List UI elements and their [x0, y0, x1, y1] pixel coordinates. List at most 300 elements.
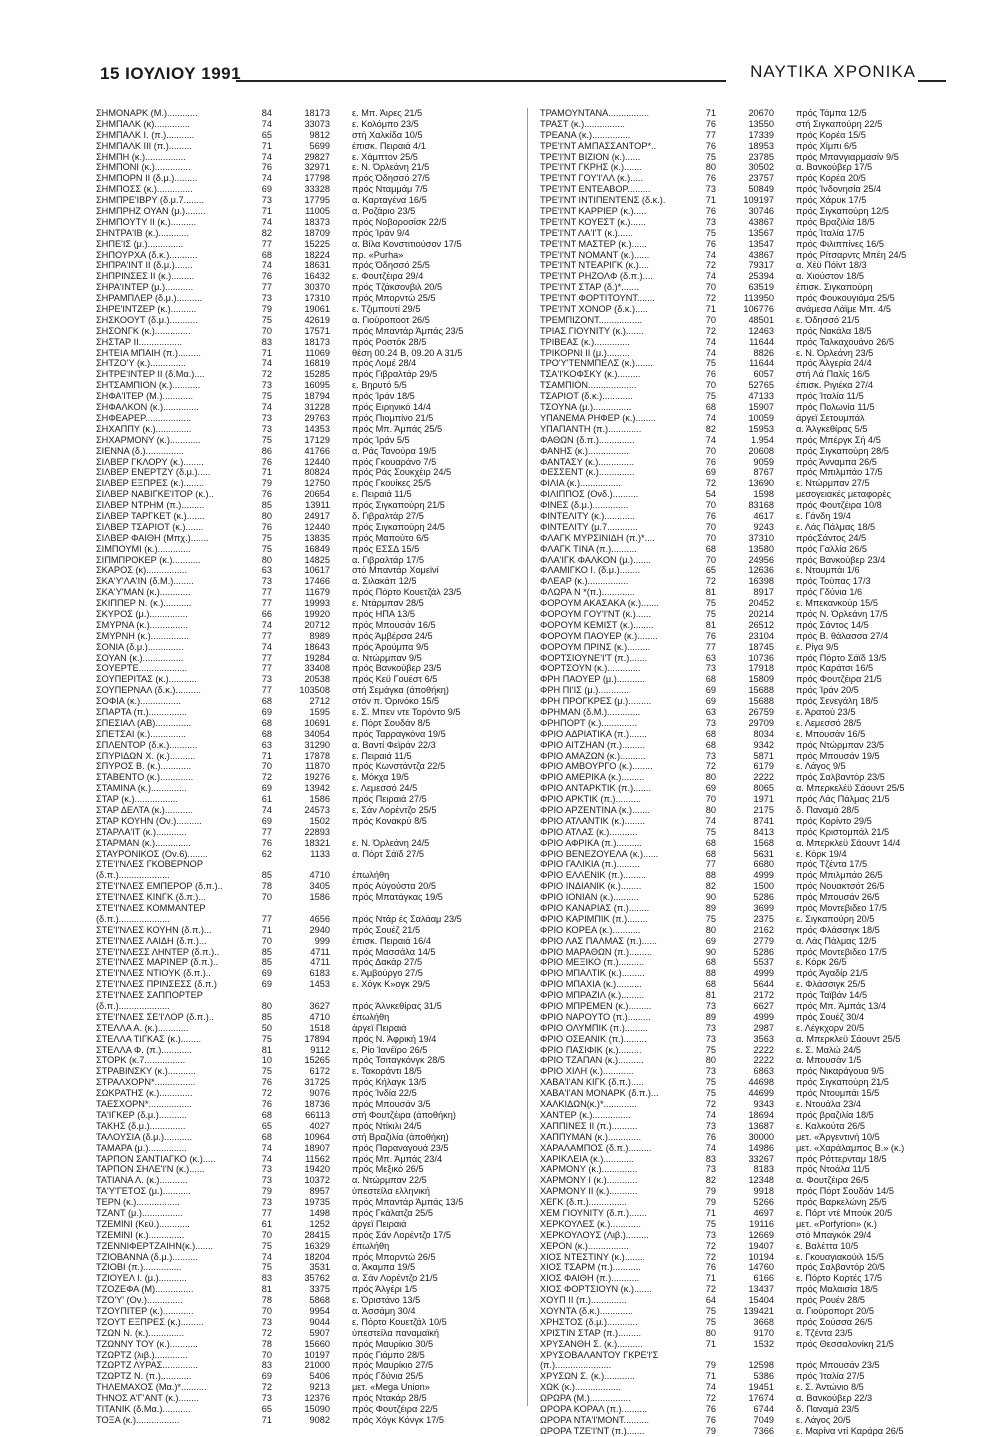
ship-row: [540, 446, 966, 457]
ship-status: πρός Ίράν 5/5: [352, 434, 410, 445]
build-year: [248, 990, 272, 1001]
build-year: 72: [261, 1327, 272, 1338]
ship-row: [96, 435, 522, 446]
ship-name: ΧΑΛΚΙΔΩΝ(κ.)*.............: [540, 1099, 637, 1110]
ship-name: ΤΑ'Υ'ΓΕΤΟΣ (μ.)...........: [96, 1186, 191, 1197]
build-year: 71: [261, 467, 272, 478]
tonnage: 109197: [743, 195, 774, 206]
ship-row: [540, 859, 966, 870]
ship-row: [96, 337, 522, 348]
ship-status: ε. Πόρτ ντέ Μπούκ 20/5: [796, 1207, 893, 1218]
ship-name: ΤΑΤΙΑΝΑ Λ. (κ.)...........: [96, 1175, 188, 1186]
ship-status: πρός Ροστόκ 28/5: [352, 336, 427, 347]
ship-row: [540, 1382, 966, 1393]
tonnage: 9044: [309, 1316, 330, 1327]
tonnage: 18173: [304, 336, 330, 347]
ship-name: ΤΡΕ'Ι'ΝΤ ΡΗΖΟΛΦ (δ.π.)....: [540, 271, 653, 282]
ship-status: ε. Ρίο Ίανέϊρο 26/5: [352, 1044, 428, 1055]
ship-name: ΣΗΜΠΗ (κ.)................: [96, 151, 186, 162]
tonnage: 999: [314, 935, 330, 946]
build-year: 72: [261, 1382, 272, 1393]
ship-row: [540, 587, 966, 598]
ship-status: πρός Μπαντάρ Άμπάς 23/5: [352, 325, 464, 336]
ship-status: πρός Πόρτ Σουδάν 14/5: [796, 1186, 894, 1197]
ship-name: ΦΑΝΤΑΣΥ (κ.)..............: [540, 456, 635, 467]
tonnage: 12750: [304, 478, 330, 489]
build-year: 88: [705, 870, 716, 881]
ship-status: στή Σεμάγκα (άποθήκη): [352, 685, 449, 696]
tonnage: 28415: [304, 1229, 330, 1240]
ship-row: [540, 598, 966, 609]
ship-status: ε. Πόρτο Κορτές 17/5: [796, 1273, 883, 1284]
ship-row: [96, 1371, 522, 1382]
tonnage: 66113: [305, 1109, 330, 1120]
build-year: 61: [261, 1218, 272, 1229]
ship-row: [540, 718, 966, 729]
ship-name: ΧΑΡΜΟΝΥ Ι (κ.)............: [540, 1175, 638, 1186]
ship-row: [96, 1339, 522, 1350]
ship-row: [540, 217, 966, 228]
tonnage: 9343: [753, 1099, 774, 1110]
ship-list-left-column: [96, 108, 522, 1426]
build-year: 77: [705, 129, 716, 140]
build-year: 70: [261, 1229, 272, 1240]
ship-name: ΣΤΕ'Ι'ΝΛΕΣ ΚΟΜΜΑΝΤΕΡ: [96, 903, 206, 914]
ship-row: [96, 707, 522, 718]
tonnage: 9170: [753, 1327, 774, 1338]
ship-row: [96, 1034, 522, 1045]
build-year: 79: [705, 1197, 716, 1208]
build-year: 69: [261, 783, 272, 794]
ship-status: πρός Γκουίκες 25/5: [352, 478, 431, 489]
build-year: 84: [261, 108, 272, 118]
ship-name: ΦΡΙΟ ΛΑΣ ΠΑΛΜΑΣ (π.)......: [540, 935, 657, 946]
tonnage: 1.954: [751, 434, 774, 445]
ship-status: ε. Γάνδη 19/4: [796, 510, 851, 521]
ship-status: πρός Β. θάλασσα 27/4: [796, 630, 889, 641]
build-year: 68: [705, 837, 716, 848]
ship-name: ΣΠΕΤΣΑΙ (κ.)..............: [96, 728, 186, 739]
ship-row: [540, 119, 966, 130]
ship-name: ΣΤΕ'Ι'ΝΛΕΣ ΜΑΡΙΝΕΡ (δ.π.)..: [96, 957, 219, 968]
tonnage: 12348: [748, 1175, 774, 1186]
ship-name: ΣΗΝΤΡΑ'ΙΒ (κ.)............: [96, 227, 190, 238]
ship-status: πρός Φουτζέιρα 22/5: [352, 1403, 438, 1414]
build-year: 83: [261, 336, 272, 347]
ship-status: πρός Κωνστάντζα 22/5: [352, 761, 446, 772]
tonnage: 21000: [304, 1360, 330, 1371]
ship-status: ε. Λεμεσσό 28/5: [796, 717, 862, 728]
ship-name: ΣΗΡΕ'ΙΝΤΖΕΡ (κ.)..........: [96, 304, 197, 315]
build-year: 70: [261, 325, 272, 336]
ship-name: ΣΟΝΙΑ (δ.μ.)..............: [96, 641, 184, 652]
build-year: 77: [705, 859, 716, 870]
ship-name: ΣΜΥΡΝΗ (κ.)...............: [96, 630, 189, 641]
tonnage: 5907: [309, 1327, 330, 1338]
ship-status: πρός Μπ. Άμπάς 13/4: [796, 1001, 887, 1012]
build-year: 71: [261, 140, 272, 151]
ship-status: πρός Άνναμπα 26/5: [796, 456, 877, 467]
tonnage: 16095: [304, 380, 330, 391]
ship-status: δ. Γιβραλτάρ 27/5: [352, 510, 424, 521]
ship-row: [540, 1132, 966, 1143]
tonnage: 18953: [748, 140, 774, 151]
ship-row: [96, 827, 522, 838]
ship-name: ΣΗΤΡΕ'ΙΝΤΕΡ ΙΙ (δ.Μα.)....: [96, 369, 205, 380]
ship-status: ε. Βηρυτό 5/5: [352, 380, 407, 391]
ship-row: [540, 391, 966, 402]
ship-status: α. Μπουσάν 1/5: [796, 1055, 862, 1066]
ship-row: [96, 957, 522, 968]
ship-name: ΣΙΛΒΕΡ ΤΑΡΓΚΕΤ (κ.).......: [96, 510, 205, 521]
build-year: 74: [705, 815, 716, 826]
tonnage: 43867: [748, 216, 774, 227]
ship-row: [540, 576, 966, 587]
ship-status: ε. Όδησσό 21/5: [796, 314, 860, 325]
build-year: 66: [261, 608, 272, 619]
build-year: 73: [705, 1164, 716, 1175]
ship-row: [96, 130, 522, 141]
ship-status: [774, 1350, 966, 1361]
ship-status: πρός Μπορντώ 25/5: [352, 293, 436, 304]
ship-name: ΣΙΜΠΟΥΜΙ (κ.).............: [96, 543, 191, 554]
ship-row: [540, 184, 966, 195]
ship-name: ΤΗΝΟΣ Α'Γ'ΑΝΤ (κ.)........: [96, 1393, 199, 1404]
build-year: 79: [261, 1186, 272, 1197]
ship-name: ΣΗΣΚΟΟΥΤ (δ.μ.)...........: [96, 314, 198, 325]
ship-name: ΦΙΛΙΑ (κ.)................: [540, 478, 621, 489]
build-year: 70: [261, 892, 272, 903]
build-year: 76: [261, 162, 272, 173]
tonnage: 23785: [748, 151, 774, 162]
tonnage: 37310: [748, 532, 774, 543]
ship-name: ΦΡΙΟ ΤΖΑΠΑΝ (κ.)..........: [540, 1055, 644, 1066]
ship-name: ΧΕΡΟΝ (κ.)................: [540, 1240, 629, 1251]
ship-status: ε. Τακοράντι 18/5: [352, 1066, 422, 1077]
ship-status: στό Μπαντάρ Χομεϊνί: [352, 565, 439, 576]
ship-status: πρός Πειραιά 27/5: [352, 794, 427, 805]
build-year: 83: [261, 1273, 272, 1284]
build-year: 79: [705, 1425, 716, 1436]
ship-name: (π.)......................: [540, 1360, 612, 1371]
build-year: 77: [705, 641, 716, 652]
build-year: 64: [705, 1295, 716, 1306]
ship-status: πρός Σάντος 14/5: [796, 619, 869, 630]
build-year: 79: [261, 478, 272, 489]
ship-name: ΣΠΥΡΟΣ Β. (κ.)............: [96, 761, 192, 772]
ship-row: [540, 870, 966, 881]
ship-name: ΦΑΘΩΝ (δ.π.)..............: [540, 434, 635, 445]
ship-status: πρός Άμβέρσα 24/5: [352, 630, 433, 641]
ship-status: μετ. «Porfyrion» (κ.): [796, 1218, 877, 1229]
ship-status: μετ. «Χαράλαμπος Β.» (κ.): [796, 1142, 905, 1153]
tonnage: 2779: [753, 935, 774, 946]
tonnage: 29763: [304, 412, 330, 423]
ship-name: ΣΗΜΠΟΥΤΥ ΙΙ (κ.)..........: [96, 216, 197, 227]
ship-status: πρός Μπατάγκας 19/5: [352, 892, 443, 903]
ship-name: ΦΡΙΟ ΠΑΣΙΦΙΚ (κ.).........: [540, 1044, 642, 1055]
tonnage: 20452: [748, 598, 774, 609]
ship-status: α. Καρταγένα 16/5: [352, 195, 427, 206]
ship-row: [96, 587, 522, 598]
ship-row: [96, 696, 522, 707]
ship-name: ΤΡΕ'Ι'ΝΤ ΕΝΤΕΑΒΟΡ.........: [540, 184, 651, 195]
build-year: 76: [705, 206, 716, 217]
ship-row: [96, 576, 522, 587]
ship-row: [96, 751, 522, 762]
ship-status: πρός Γδύνια 25/5: [352, 1371, 424, 1382]
ship-row: [96, 1197, 522, 1208]
ship-row: [96, 729, 522, 740]
tonnage: 15090: [304, 1403, 330, 1414]
ship-row: [540, 881, 966, 892]
ship-name: ΧΑΡΜΟΝΥ ΙΙ (κ.)...........: [540, 1186, 638, 1197]
build-year: 74: [705, 347, 716, 358]
ship-row: [96, 838, 522, 849]
ship-status: πρός Μοντεβιδεο 17/5: [796, 903, 887, 914]
ship-row: [96, 228, 522, 239]
tonnage: [272, 859, 330, 870]
ship-name: ΤΡΙΒΕΑΣ (κ.)..............: [540, 336, 630, 347]
ship-status: πρός Ντοάλα 11/5: [796, 1164, 870, 1175]
build-year: 71: [705, 108, 716, 118]
tonnage: 17894: [304, 1033, 330, 1044]
build-year: 77: [261, 630, 272, 641]
build-year: 70: [705, 521, 716, 532]
ship-name: ΣΠΑΡΤΑ (π.)...............: [96, 706, 187, 717]
build-year: 88: [705, 968, 716, 979]
ship-row: [540, 707, 966, 718]
tonnage: 20214: [748, 608, 774, 619]
ship-status: α. Άλγκεθίρας 5/5: [796, 423, 868, 434]
ship-name: ΧΟΥΝΤΑ (δ.κ.).............: [540, 1305, 633, 1316]
build-year: 73: [261, 1393, 272, 1404]
ship-row: [96, 250, 522, 261]
ship-status: μετ. «Mega Union»: [352, 1382, 430, 1393]
tonnage: 2712: [309, 696, 330, 707]
build-year: 74: [705, 412, 716, 423]
build-year: 82: [705, 423, 716, 434]
ship-name: ΣΙΛΒΕΡ ΝΤΡΗΜ (π.).........: [96, 500, 205, 511]
tonnage: 12636: [748, 565, 774, 576]
tonnage: 19735: [304, 1197, 330, 1208]
build-year: 76: [261, 837, 272, 848]
tonnage: 3375: [309, 1284, 330, 1295]
tonnage: 15285: [304, 369, 330, 380]
ship-row: [540, 827, 966, 838]
tonnage: 18224: [304, 249, 330, 260]
build-year: 69: [261, 1371, 272, 1382]
ship-name: ΣΩΚΡΑΤΗΣ (κ.).............: [96, 1088, 193, 1099]
ship-row: [96, 358, 522, 369]
ship-row: [540, 979, 966, 990]
ship-status: πρός Ταρραγκόνα 19/5: [352, 728, 446, 739]
ship-name: ΣΤΕΛΛΑ Φ. (π.)............: [96, 1044, 192, 1055]
ship-row: [540, 620, 966, 631]
ship-status: πρός Σαλβαντόρ 20/5: [796, 1262, 885, 1273]
ship-row: [96, 1284, 522, 1295]
ship-name: ΦΡΙΟ ΜΠΡΑΖΙΛ (κ.).........: [540, 990, 645, 1001]
build-year: 63: [261, 739, 272, 750]
header-rule-end: [918, 80, 946, 82]
ship-status: πρός Ντώρμπαν 23/5: [796, 739, 885, 750]
build-year: 69: [261, 968, 272, 979]
build-year: 76: [705, 369, 716, 380]
ship-status: ε. Μπ. Άιρες 21/5: [352, 108, 423, 118]
ship-name: ΤΣΑΜΠΙΟΝ...................: [540, 380, 637, 391]
ship-name: ΣΗΡΑΜΠΛΕΡ (δ.μ.)..........: [96, 293, 203, 304]
ship-status: πρός Ίταλία 27/5: [796, 1371, 865, 1382]
tonnage: 4697: [753, 1207, 774, 1218]
tonnage: 18745: [748, 641, 774, 652]
tonnage: 25394: [748, 271, 774, 282]
build-year: 83: [705, 1153, 716, 1164]
tonnage: 9082: [309, 1414, 330, 1425]
build-year: 80: [261, 554, 272, 565]
build-year: 63: [261, 565, 272, 576]
ship-row: [540, 1055, 966, 1066]
build-year: 74: [705, 271, 716, 282]
ship-status: πρός Φουκουγιάμα 25/5: [796, 293, 895, 304]
ship-row: [96, 783, 522, 794]
ship-row: [96, 990, 522, 1001]
build-year: 73: [705, 1229, 716, 1240]
ship-status: πρός Πόρτο Κουετζάλ 23/5: [352, 587, 462, 598]
build-year: 72: [261, 772, 272, 783]
tonnage: 11562: [305, 1153, 330, 1164]
tonnage: 106776: [743, 304, 774, 315]
tonnage: 6179: [753, 761, 774, 772]
ship-row: [540, 663, 966, 674]
build-year: 72: [705, 1393, 716, 1404]
ship-status: πρός Άγαδίρ 21/5: [796, 968, 868, 979]
ship-row: [540, 1404, 966, 1415]
tonnage: 44698: [748, 1077, 774, 1088]
ship-status: έπωλήθη: [352, 1011, 390, 1022]
tonnage: 20538: [304, 674, 330, 685]
build-year: 74: [261, 641, 272, 652]
ship-row: [96, 794, 522, 805]
ship-status: πρός Ντουμπάι 15/5: [796, 1088, 880, 1099]
ship-name: ΦΙΝΕΣ (δ.μ.)..............: [540, 500, 629, 511]
tonnage: 9213: [309, 1382, 330, 1393]
ship-status: ε. Άμβούργο 27/5: [352, 968, 423, 979]
tonnage: 1532: [753, 1338, 774, 1349]
build-year: 79: [261, 304, 272, 315]
ship-name: ΦΟΡΤΣΟΥΝ (κ.).............: [540, 663, 641, 674]
ship-name: ΤΑΚΗΣ (δ.μ.)..............: [96, 1120, 186, 1131]
build-year: 71: [261, 206, 272, 217]
ship-status: πρός Όδησσό 27/5: [352, 173, 430, 184]
ship-name: ΣΤΡΑΛΧΟΡΝ*................: [96, 1077, 196, 1088]
ship-name: ΤΣΟΥΝΑ (μ.)...............: [540, 402, 632, 413]
build-year: 73: [261, 293, 272, 304]
ship-row: [540, 239, 966, 250]
ship-status: πρός Γκουαράνο 7/5: [352, 456, 437, 467]
ship-status: πρός Βανκούβερ 23/5: [352, 663, 442, 674]
ship-status: πρός Σιγκαπούρη 21/5: [796, 1077, 889, 1088]
ship-row: [96, 195, 522, 206]
build-year: 70: [261, 1349, 272, 1360]
tonnage: 10617: [304, 565, 330, 576]
ship-row: [96, 685, 522, 696]
ship-name: ΤΖΕΜΙΝΙ (κ.)..............: [96, 1229, 185, 1240]
ship-name: ΧΡΗΣΤΟΣ (δ.μ.)............: [540, 1316, 638, 1327]
build-year: 72: [705, 478, 716, 489]
ship-row: [96, 1230, 522, 1241]
ship-row: [96, 1252, 522, 1263]
ship-status: δ. Παναμά 23/5: [796, 1403, 860, 1414]
tonnage: 8767: [753, 467, 774, 478]
tonnage: 2162: [753, 924, 774, 935]
ship-row: [96, 849, 522, 860]
ship-name: ΦΡΙΟ ΑΤΛΑΝΤΙΚ (κ.)........: [540, 815, 646, 826]
tonnage: 14760: [748, 1262, 774, 1273]
build-year: 73: [261, 380, 272, 391]
build-year: 74: [705, 434, 716, 445]
tonnage: 9954: [309, 1305, 330, 1316]
build-year: 76: [261, 1077, 272, 1088]
tonnage: 4710: [309, 1011, 330, 1022]
ship-name: ΦΡΙΟ ΙΟΝΙΑΝ (κ.)..........: [540, 892, 639, 903]
ship-status: α. Μπερκλεϋ Σάουντ 14/4: [796, 837, 901, 848]
ship-status: πρός Ν. Άφρική 19/4: [352, 1033, 437, 1044]
tonnage: 15265: [304, 1055, 330, 1066]
build-year: 77: [261, 663, 272, 674]
build-year: 73: [261, 423, 272, 434]
ship-row: [96, 391, 522, 402]
tonnage: 139421: [743, 1305, 774, 1316]
ship-name: ΧΕΡΚΟΥΛΟΥΣ (Λιβ.).........: [540, 1229, 649, 1240]
ship-status: πρός Κορέα 20/5: [796, 173, 866, 184]
ship-row: [96, 1295, 522, 1306]
build-year: 76: [261, 1099, 272, 1110]
ship-name: ΧΑΒΑ'Ι'ΑΝ ΚΙΓΚ (δ.π.).....: [540, 1077, 644, 1088]
ship-name: ΣΤΕ'Ι'ΝΛΕΣ ΚΟΥΗΝ (δ.π.)...: [96, 924, 212, 935]
build-year: 76: [705, 1403, 716, 1414]
ship-status: πρός Ντίκιλι 24/5: [352, 1120, 422, 1131]
ship-name: ΧΟΥΠ ΙΙ (π.)..............: [540, 1295, 627, 1306]
ship-name: ΣΗΤΣΑΜΠΙΟΝ (κ.)...........: [96, 380, 201, 391]
ship-row: [96, 1186, 522, 1197]
ship-row: [96, 1099, 522, 1110]
ship-name: ΧΡΥΣΑΝΘΗ Σ. (κ.)..........: [540, 1338, 643, 1349]
ship-name: ΧΑΡΑΛΑΜΠΟΣ (δ.π.).........: [540, 1142, 652, 1153]
ship-status: θέση 00.24 Β, 09.20 Α 31/5: [352, 347, 463, 358]
ship-row: [96, 173, 522, 184]
build-year: 71: [705, 195, 716, 206]
ship-row: [96, 489, 522, 500]
build-year: 76: [705, 1262, 716, 1273]
ship-status: ε. Πειραιά 11/5: [352, 750, 412, 761]
tonnage: 2222: [753, 1044, 774, 1055]
build-year: 77: [261, 685, 272, 696]
build-year: 70: [261, 761, 272, 772]
ship-name: ΤΣΑΡΙΟΤ (δ.κ.)............: [540, 391, 633, 402]
ship-name: ΣΠΛΕΝΤΟΡ (δ.κ.)...........: [96, 739, 198, 750]
tonnage: [272, 990, 330, 1001]
build-year: 72: [705, 761, 716, 772]
ship-row: [96, 348, 522, 359]
ship-status: ε. Τζιμπουτί 29/5: [352, 304, 421, 315]
ship-status: [330, 903, 522, 914]
ship-status: πρός Νοβοροσίσκ 22/5: [352, 216, 447, 227]
ship-status: πρόςΣάντος 24/5: [796, 532, 867, 543]
build-year: 71: [261, 750, 272, 761]
tonnage: 6172: [309, 1066, 330, 1077]
build-year: 63: [705, 652, 716, 663]
ship-row: [96, 304, 522, 315]
